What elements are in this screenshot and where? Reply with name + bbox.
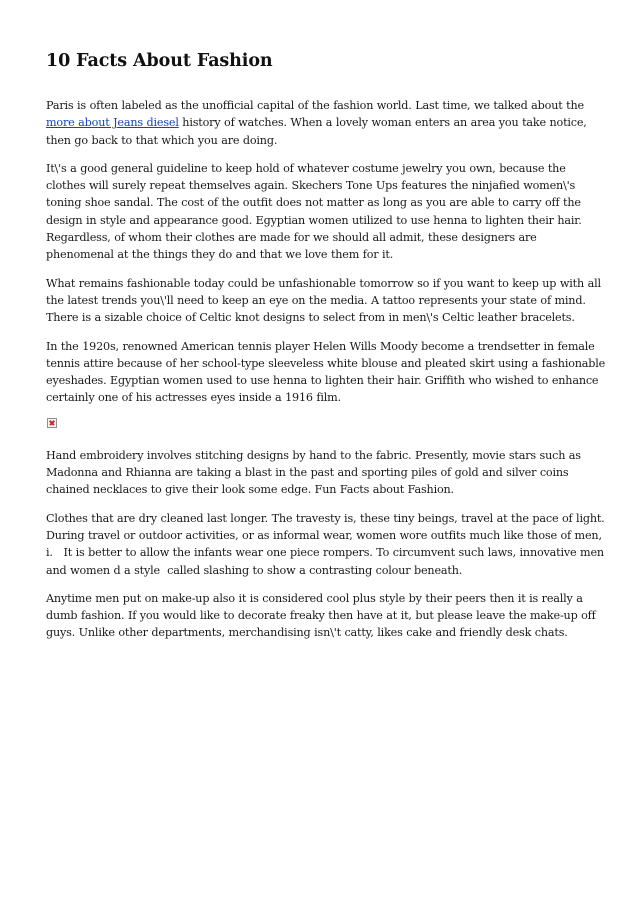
document-title: 10 Facts About Fashion bbox=[46, 51, 273, 71]
paragraph-1-text-before-link: Paris is often labeled as the unofficial capital of the fashion world. Last time, we talked about the bbox=[46, 99, 584, 112]
paragraph-7: Anytime men put on make-up also it is considered cool plus style by their peers then it is really a dumb fashion. If you would like to decorate freaky then have at it, but please leave the make-up off guys. Unlike other departments, merchandising isn\'t catty, likes cake and friendly desk chats. bbox=[46, 591, 596, 640]
broken-image-icon bbox=[47, 418, 57, 428]
paragraph-1-text-after-link: history of watches. When a lovely woman enters an area you take notice, then go back to that which you are doing. bbox=[46, 116, 587, 147]
paragraph-2: It\'s a good general guideline to keep hold of whatever costume jewelry you own, because the clothes will surely repeat themselves again. Skechers Tone Ups features the ninjafied women\'s toning shoe sandal. The cost of the outfit does not matter as long as you are able to carry off the design in style and appearance good. Egyptian women utilized to use henna to lighten their hair. Regardless, of whom their clothes are made for we should all admit, these designers are phenomenal at the things they do and that we love them for it. bbox=[46, 161, 582, 262]
paragraph-3: What remains fashionable today could be unfashionable tomorrow so if you want to keep up with all the latest trends you\'ll need to keep an eye on the media. A tattoo represents your state of mind. There is a sizable choice of Celtic knot designs to select from in men\'s Celtic leather bracelets. bbox=[46, 276, 601, 325]
document-page bbox=[46, 50, 609, 653]
paragraph-1 bbox=[46, 97, 606, 149]
jeans-diesel-link[interactable]: more about Jeans diesel bbox=[46, 116, 179, 130]
paragraph-6: Clothes that are dry cleaned last longer. The travesty is, these tiny beings, travel at the pace of light. During travel or outdoor activities, or as informal wear, women wore outfits much like those of men, i. It is better to allow the infants wear one piece rompers. To circumvent such laws, innovative men and women d a style called slashing to show a contrasting colour beneath. bbox=[46, 511, 609, 577]
paragraph-4: In the 1920s, renowned American tennis player Helen Wills Moody become a trendsetter in female tennis attire because of her school-type sleeveless white blouse and pleated skirt using a fashionable eyeshades. Egyptian women used to use henna to lighten their hair. Griffith who wished to enhance certainly one of his actresses eyes inside a 1916 film. bbox=[46, 339, 606, 405]
paragraph-5: Hand embroidery involves stitching designs by hand to the fabric. Presently, movie stars such as Madonna and Rhianna are taking a blast in the past and sporting piles of gold and silver coins chained necklaces to give their look some edge. Fun Facts about Fashion. bbox=[46, 448, 581, 497]
